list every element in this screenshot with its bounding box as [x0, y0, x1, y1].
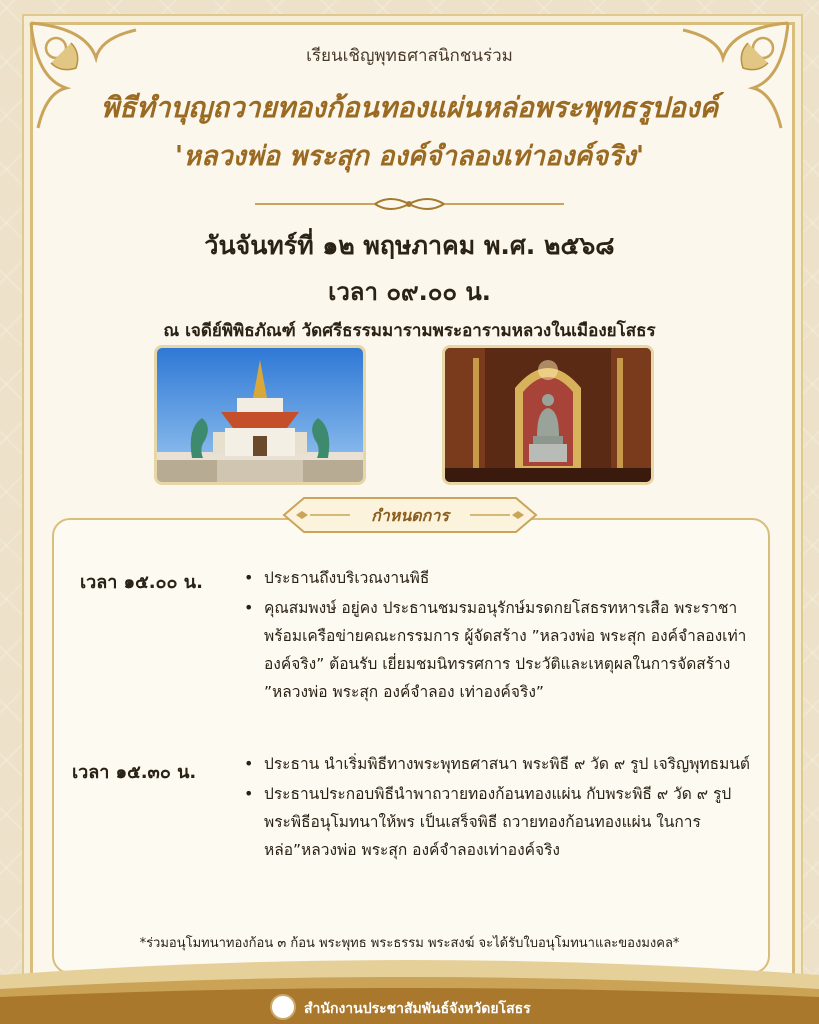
- invite-line: เรียนเชิญพุทธศาสนิกชนร่วม: [306, 46, 513, 66]
- ornament-divider: [255, 194, 564, 214]
- schedule-item: • ประธานถึงบริเวณงานพิธี: [244, 564, 754, 592]
- temple-photo: [154, 345, 366, 485]
- schedule-item: • ประธาน นำเริ่มพิธีทางพระพุทธศาสนา พระพิธี ๙ วัด ๙ รูป เจริญพุทธมนต์: [244, 750, 754, 778]
- schedule-items: [244, 564, 754, 708]
- ceremony-subtitle: 'หลวงพ่อ พระสุก องค์จำลองเท่าองค์จริง': [174, 141, 645, 172]
- footnote: *ร่วมอนุโมทนาทองก้อน ๓ ก้อน พระพุทธ พระธรรม พระสงฆ์ จะได้รับใบอนุโมทนาและของมงคล*: [139, 936, 680, 951]
- org-logo-icon: [270, 994, 296, 1020]
- schedule-time: เวลา ๑๕.๐๐ น.: [80, 572, 203, 593]
- schedule-items: [244, 750, 754, 866]
- event-venue: ณ เจดีย์พิพิธภัณฑ์ วัดศรีธรรมมารามพระอารามหลวงในเมืองยโสธร: [163, 321, 656, 341]
- ceremony-title: พิธีทำบุญถวายทองก้อนทองแผ่นหล่อพระพุทธรูปองค์: [100, 91, 719, 124]
- agenda-title: กำหนดการ: [371, 506, 449, 525]
- buddha-statue-photo: [442, 345, 654, 485]
- schedule-item: • ประธานประกอบพิธีนำพาถวายทองก้อนทองแผ่น กับพระพิธี ๙ วัด ๙ รูป พระพิธีอนุโมทนาให้พร เป็นเสร็จพิธี ถวายทองก้อนทองแผ่น ในการหล่อ”หลวงพ่อ พระสุก องค์จำลองเท่าองค์จริง: [244, 780, 754, 864]
- schedule-time: เวลา ๑๕.๓๐ น.: [72, 762, 197, 783]
- event-date: วันจันทร์ที่ ๑๒ พฤษภาคม พ.ศ. ๒๕๖๘: [204, 231, 615, 260]
- footer-org: สำนักงานประชาสัมพันธ์จังหวัดยโสธร: [304, 1001, 531, 1017]
- schedule-item: • คุณสมพงษ์ อยู่คง ประธานชมรมอนุรักษ์มรดกยโสธรทหารเสือ พระราชา พร้อมเครือข่ายคณะกรรมการ ผู้จัดสร้าง ”หลวงพ่อ พระสุก องค์จำลองเท่าองค์จริง” ต้อนรับ เยี่ยมชมนิทรรศการ ประวัติและเหตุผลในการจัดสร้าง ”หลวงพ่อ พระสุก องค์จำลอง เท่าองค์จริง”: [244, 594, 754, 706]
- event-time: เวลา ๐๙.๐๐ น.: [328, 278, 491, 306]
